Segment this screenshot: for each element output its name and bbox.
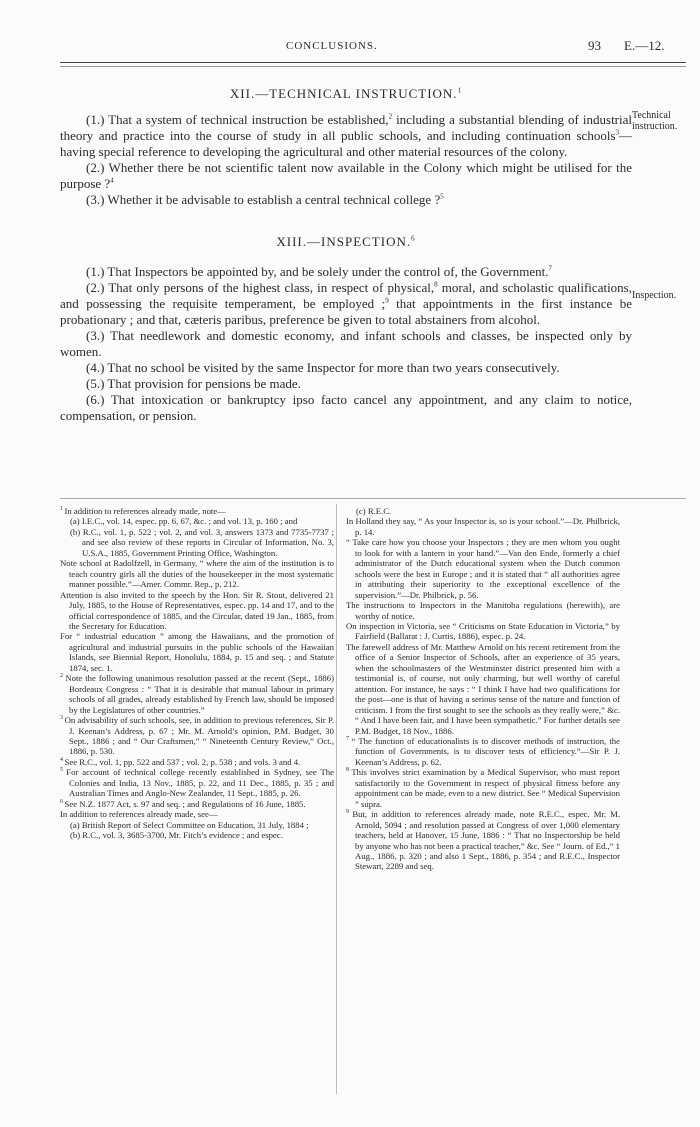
paragraph-text: (4.) That no school be visited by the same Inspector for more than two years consecutively. (86, 360, 560, 375)
footnote (60, 799, 334, 809)
paragraph (60, 328, 632, 360)
margin-note-technical: Technical instruction. (632, 110, 678, 132)
paragraph-text: (2.) That only persons of the highest class, in respect of physical, (86, 280, 435, 295)
footnote-text: (a) I.E.C., vol. 14, espec. pp. 6, 67, &c. ; and vol. 13, p. 160 ; and (70, 516, 298, 527)
main-text (60, 86, 632, 424)
footnote (346, 621, 620, 642)
footnote (346, 736, 620, 767)
paragraph-text: including a substantial blending of industrial theory and practice into the course of study in all public schools, and including continuation schools (60, 112, 632, 143)
footnote (60, 631, 334, 673)
footnote (346, 809, 620, 872)
footnote (346, 600, 620, 621)
footnote-marker: 8 (434, 280, 438, 289)
paragraph-text: (3.) That needlework and domestic economy, and infant schools and classes, be inspected only by women. (60, 328, 632, 359)
footnote-number: 3 (60, 715, 65, 722)
footnote-text: (c) R.E.C. (356, 506, 392, 516)
footnote-text: Note school at Radolfzell, in Germany, “ where the aim of the institution is to teach country girls all the duties of the housekeeper in the most systematic manner possible.”—Amer. Commr. Rep., p. 212. (60, 558, 334, 590)
footnote (60, 673, 334, 715)
footnote-number: 7 (346, 736, 352, 743)
footnote (346, 537, 620, 600)
paragraph-text: (1.) That Inspectors be appointed by, and be solely under the control of, the Government. (86, 264, 549, 279)
paragraph-text: —having special reference to developing the agricultural and other material resources of the colony. (60, 128, 632, 159)
paragraph-text: (6.) That intoxication or bankruptcy ipso facto cancel any appointment, and any claim to notice, compensation, or pension. (60, 392, 632, 423)
paragraph-text: (5.) That provision for pensions be made. (86, 376, 301, 391)
footnote-text: “ Take care how you choose your Inspectors ; they are men whom you ought to look for with a lantern in your hand.”—Van den Ende, formerly a chief administrator of the Dutch educational system when the Dutch common schools were the best in Europe ; and it is stated that “ all authorities agree in attributing their superiority to the exceptional excellence of the supervision.”—Dr. Philbrick, p. 56. (346, 537, 620, 600)
page-number: 93 (588, 38, 601, 53)
footnote-marker: 7 (548, 264, 552, 273)
footnote-text: (b) R.C., vol. 1, p. 522 ; vol. 2, and vol. 3, answers 1373 and 7735-7737 ; and see also review of these reports in Circular of Information, No. 3, U.S.A., 1885, Government Printing Office, Washington. (70, 526, 334, 558)
header-rule (60, 62, 686, 63)
footnote-text: In addition to references already made, see— (60, 809, 218, 820)
footnote-marker: 3 (615, 128, 619, 137)
footnote (346, 642, 620, 736)
paragraph (60, 360, 632, 376)
footnote-number: 5 (60, 767, 67, 774)
footnote-number: 8 (346, 767, 352, 774)
footnote-text: In Holland they say, “ As your Inspector is, so is your school.”—Dr. Philbrick, p. 14. (346, 516, 620, 537)
footnote-text: For “ industrial education ” among the Hawaiians, and the promotion of agricultural and industrial pursuits in the public schools of the Hawaiian Islands, see Biennial Report, Honolulu, 1884, p. 15 and seq. ; and Statute 1874, sec. 1. (60, 631, 334, 673)
footnote-marker: 2 (388, 112, 393, 121)
footnote-marker: 6 (411, 234, 416, 243)
paragraph (60, 392, 632, 424)
paragraph-text: (1.) That a system of technical instruction be established, (86, 112, 389, 127)
footnote-number: 9 (346, 809, 353, 816)
paragraph (60, 192, 632, 208)
footnote (346, 767, 620, 809)
footnote-marker: 9 (385, 296, 389, 305)
footnote (346, 516, 620, 537)
footnote-column-divider (336, 504, 337, 1094)
footnotes-left-column (60, 506, 334, 841)
paragraph-text: moral, and scholastic qualifications, and possessing the requisite temperament, be employed ; (60, 280, 632, 311)
footnote (60, 558, 334, 589)
paragraph (60, 264, 632, 280)
footnote (60, 767, 334, 798)
footnote-text: “ The function of educationalists is to discover methods of instruction, the function of Governments, is to discover tests of efficiency.”—Sir P. J. Keenan’s Address, p. 62. (351, 735, 621, 767)
footnote (60, 715, 334, 757)
footnote (60, 830, 334, 840)
footnote (60, 527, 334, 558)
section-title-text: XIII.—INSPECTION. (276, 234, 412, 249)
footnote-text: Attention is also invited to the speech by the Hon. Sir R. Stout, delivered 21 July, 1885, to the House of Representatives, espec. pp. 14 and 17, and to the official correspondence of 1885, and the Circular, dated 19 Jan., 1885, from the Secretary for Education. (60, 589, 334, 631)
paragraph (60, 280, 632, 328)
footnote-marker: 1 (457, 86, 463, 95)
footnote (60, 757, 334, 767)
section-title (60, 86, 632, 102)
paragraph (60, 376, 632, 392)
paragraph-text: (2.) Whether there be not scientific talent now available in the Colony which might be utilised for the purpose ? (60, 160, 632, 191)
footnote-text: The farewell address of Mr. Matthew Arnold on his recent retirement from the office of a Senior Inspector of Schools, after an experience of 35 years, when the schoolmasters of the Westminster district presented him with a testimonial is, of course, not only charming, but well worthy of careful attention. For instance, he says : “ I think I have had two qualifications for the post—one is that of having a serious sense of the nature and function of criticism. I from the first sought to see the schools as they really were,” &c. “ And I have been fair, and I have been sympathetic.” For further details see P.M. Budget, 18 Nov., 1886. (346, 641, 620, 736)
footnote (60, 809, 334, 819)
paragraph-text: (3.) Whether it be advisable to establish a central technical college ? (86, 192, 441, 207)
header-title: CONCLUSIONS. (286, 40, 378, 52)
footnote-text: In addition to references already made, note— (64, 506, 226, 516)
footnote-text: The instructions to Inspectors in the Manitoba regulations (herewith), are worthy of notice. (346, 600, 620, 621)
footnote-number: 4 (60, 756, 65, 763)
paragraph-text: that appointments in the first instance be probationary ; and that, cæteris paribus, preference be given to total abstainers from alcohol. (60, 296, 632, 327)
footnote-number: 1 (60, 506, 65, 513)
running-header (60, 38, 686, 56)
section-title-text: XII.—TECHNICAL INSTRUCTION. (229, 86, 458, 101)
footnote (60, 820, 334, 830)
margin-note-inspection: Inspection. (632, 290, 677, 301)
footnote-text: See N.Z. 1877 Act, s. 97 and seq. ; and Regulations of 16 June, 1885. (64, 798, 306, 809)
footnote-number: 6 (60, 798, 65, 805)
footnote-marker: 5 (440, 192, 444, 201)
footnote-text: (a) British Report of Select Committee on Education, 31 July, 1884 ; (70, 819, 309, 830)
footnote-text: For account of technical college recently established in Sydney, see The Colonies and India, 13 Nov., 1885, p. 22, and 11 Dec., 1885, p. 35 ; and Australian Times and Anglo-New Zealander, 11 Sept., 1885, p. 26. (66, 767, 334, 799)
footnote-text: This involves strict examination by a Medical Supervisor, who must report satisfactorily to the Government in respect of physical fitness before any appointment can be made, even to a new district. See “ Medical Supervision ” supra. (351, 767, 620, 809)
footnote-number: 2 (60, 673, 66, 680)
header-rule-thin (60, 66, 686, 67)
footnote (60, 516, 334, 526)
footnote (60, 506, 334, 516)
footnote-text: But, in addition to references already made, note R.E.C., espec. Mr. M. Arnold, 5094 ; and resolution passed at Congress of over 1,000 elementary teachers, held at Hanover, 15 June, 1886 : “ That no Inspectorship be held by anyone who has not been a practical teacher,” &c. See “ Journ. of Ed.,” 1 Aug., 1886, p. 320 ; and also 1 Sept., 1886, p. 354 ; and R.E.C., Inspector Stewart, 2289 and seq. (352, 809, 620, 872)
footnote (60, 590, 334, 632)
footnote-text: On advisability of such schools, see, in addition to previous references, Sir P. J. Keenan’s Address, p. 67 ; Mr. M. Arnold’s opinion, P.M. Budget, 30 Sept., 1886 ; and “ Our Craftsmen,” “ Nineteenth Century Review,” Oct., 1886, p. 530. (64, 715, 334, 757)
footnote-text: See R.C., vol. 1, pp. 522 and 537 ; vol. 2, p. 538 ; and vols. 3 and 4. (64, 756, 301, 767)
section-title (60, 234, 632, 250)
footnote-text: (b) R.C., vol. 3, 3685-3700, Mr. Fitch’s evidence ; and espec. (70, 830, 283, 841)
document-reference: E.—12. (624, 38, 665, 53)
footnote-text: Note the following unanimous resolution passed at the recent (Sept., 1886) Bordeaux Congress : “ That it is desirable that manual labour in primary schools of all grades, already established by French law, should be imposed by the Legislatures of other countries.” (65, 673, 334, 715)
footnote-text: On inspection in Victoria, see “ Criticisms on State Education in Victoria,” by Fairfield (Ballarat : J. Curtis, 1886), espec. p. 24. (346, 620, 620, 642)
footnote-rule (60, 498, 686, 499)
footnote (346, 506, 620, 516)
paragraph (60, 112, 632, 160)
paragraph (60, 160, 632, 192)
footnotes-right-column (346, 506, 620, 872)
footnote-marker: 4 (110, 176, 114, 185)
